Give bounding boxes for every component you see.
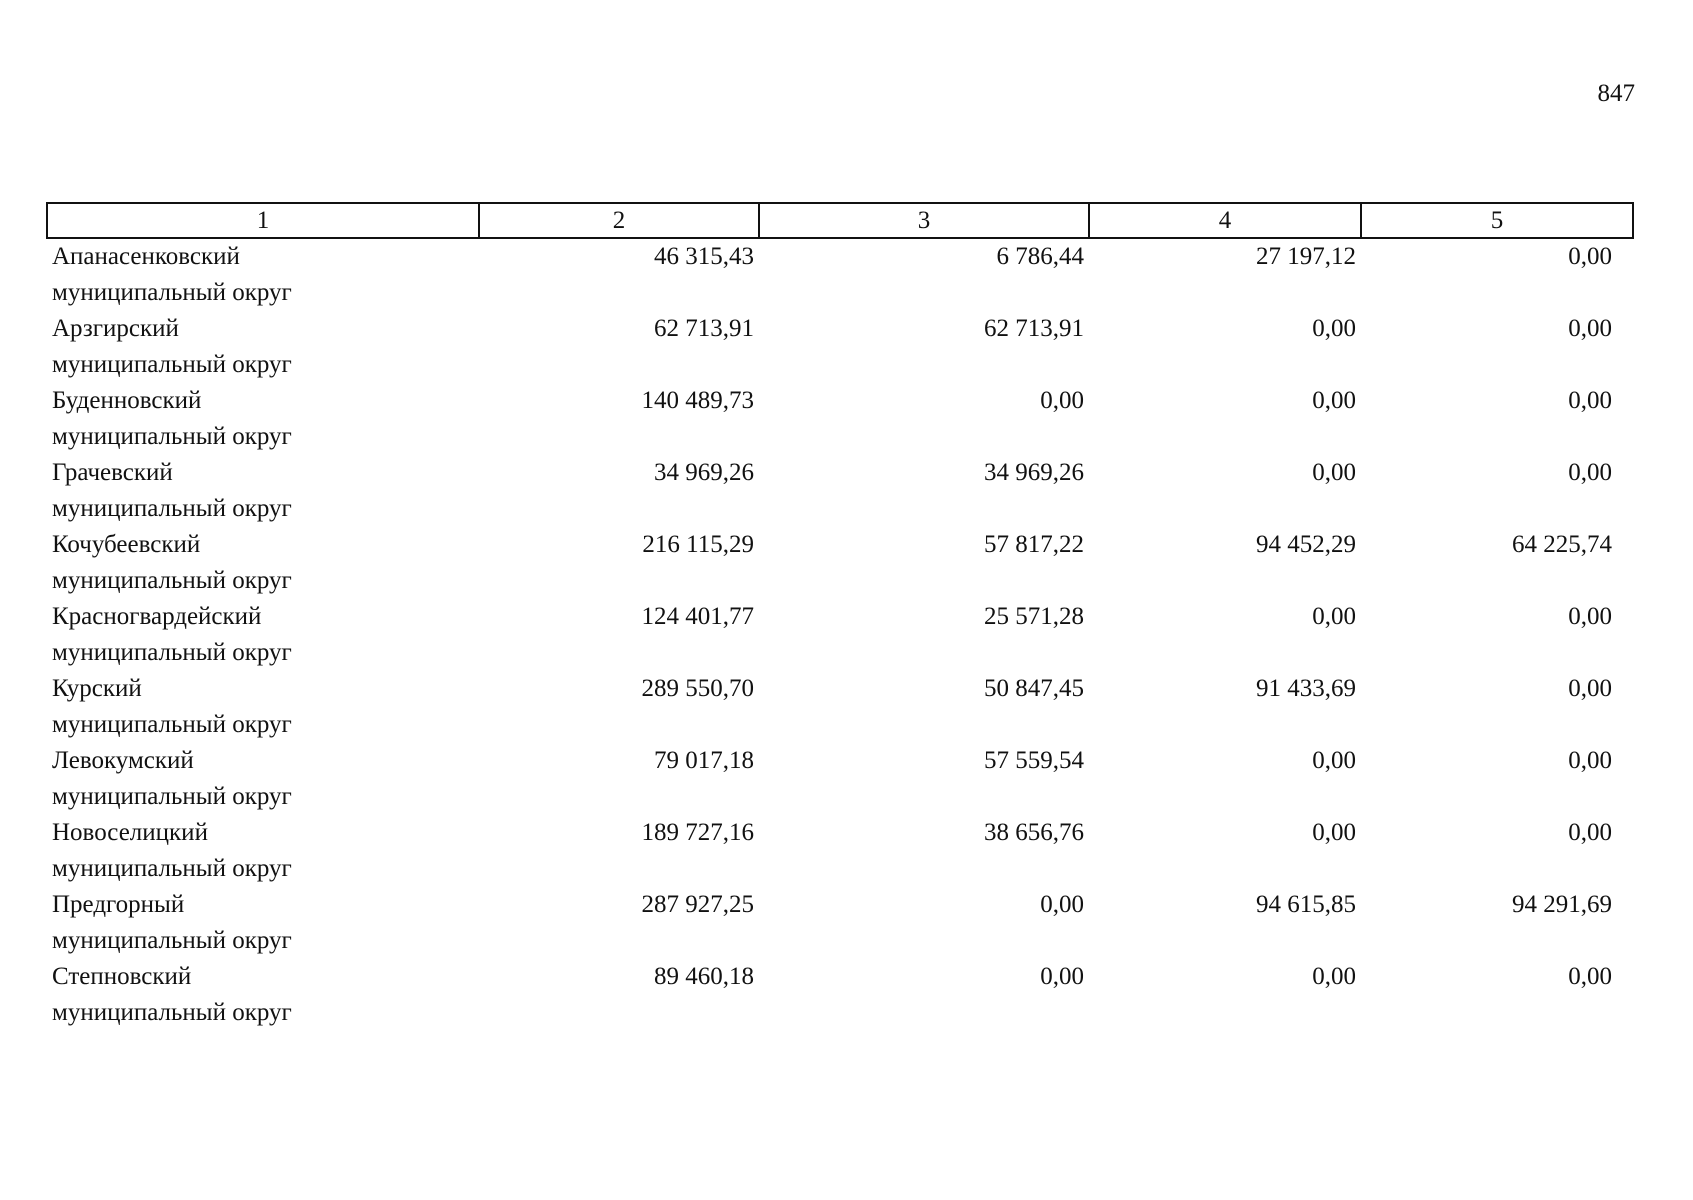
value-col-2: 89 460,18: [654, 963, 754, 990]
district-type: муниципальный округ: [52, 927, 292, 954]
district-name: Курский: [52, 675, 142, 702]
value-col-4: 0,00: [1312, 963, 1356, 990]
value-col-4: 27 197,12: [1256, 243, 1356, 270]
value-col-5: 0,00: [1568, 747, 1612, 774]
district-name: Предгорный: [52, 891, 185, 918]
value-col-4: 94 615,85: [1256, 891, 1356, 918]
value-col-5: 0,00: [1568, 819, 1612, 846]
district-type: муниципальный округ: [52, 639, 292, 666]
district-name: Арзгирский: [52, 315, 179, 342]
district-name-cell: [47, 815, 479, 887]
value-col-5: 94 291,69: [1512, 891, 1612, 918]
value-col-5: 0,00: [1568, 675, 1612, 702]
value-col-3: 62 713,91: [984, 315, 1084, 342]
value-col-5: 0,00: [1568, 459, 1612, 486]
table-row: [47, 815, 1633, 887]
table-row: [47, 887, 1633, 959]
value-col-4: 0,00: [1312, 459, 1356, 486]
value-col-2: 124 401,77: [641, 603, 754, 630]
value-col-5: 0,00: [1568, 387, 1612, 414]
district-type: муниципальный округ: [52, 855, 292, 882]
value-col-3: 0,00: [1040, 387, 1084, 414]
page-number: 847: [1597, 80, 1635, 107]
district-type: муниципальный округ: [52, 423, 292, 450]
district-name: Апанасенковский: [52, 243, 240, 270]
district-name-cell: [47, 959, 479, 1031]
value-col-3: 0,00: [1040, 891, 1084, 918]
value-col-2: 79 017,18: [654, 747, 754, 774]
table-body: [47, 238, 1633, 1031]
table-row: [47, 959, 1633, 1031]
table-row: [47, 599, 1633, 671]
value-col-4: 0,00: [1312, 387, 1356, 414]
table-row: [47, 311, 1633, 383]
table-row: [47, 743, 1633, 815]
value-col-2: 140 489,73: [641, 387, 754, 414]
district-type: муниципальный округ: [52, 279, 292, 306]
value-col-3: 6 786,44: [996, 243, 1084, 270]
column-header-1: 1: [47, 203, 479, 238]
value-col-5: 64 225,74: [1512, 531, 1612, 558]
table-row: [47, 238, 1633, 311]
column-header-3: 3: [759, 203, 1089, 238]
district-name-cell: [47, 311, 479, 383]
value-col-2: 62 713,91: [654, 315, 754, 342]
value-col-2: 34 969,26: [654, 459, 754, 486]
district-name: Буденновский: [52, 387, 202, 414]
value-col-3: 57 559,54: [984, 747, 1084, 774]
district-name: Левокумский: [52, 747, 194, 774]
value-col-2: 46 315,43: [654, 243, 754, 270]
header-row: [47, 203, 1633, 238]
value-col-4: 94 452,29: [1256, 531, 1356, 558]
value-col-2: 289 550,70: [641, 675, 754, 702]
district-name-cell: [47, 527, 479, 599]
district-name-cell: [47, 743, 479, 815]
district-name: Красногвардейский: [52, 603, 262, 630]
table-row: [47, 383, 1633, 455]
column-header-2: 2: [479, 203, 759, 238]
district-name: Степновский: [52, 963, 192, 990]
district-type: муниципальный округ: [52, 999, 292, 1026]
value-col-3: 0,00: [1040, 963, 1084, 990]
value-col-4: 0,00: [1312, 819, 1356, 846]
value-col-4: 0,00: [1312, 315, 1356, 342]
district-name: Кочубеевский: [52, 531, 201, 558]
district-name: Новоселицкий: [52, 819, 208, 846]
district-name: Грачевский: [52, 459, 173, 486]
district-name-cell: [47, 383, 479, 455]
value-col-5: 0,00: [1568, 963, 1612, 990]
district-name-cell: [47, 238, 479, 311]
district-name-cell: [47, 455, 479, 527]
value-col-3: 38 656,76: [984, 819, 1084, 846]
value-col-2: 189 727,16: [641, 819, 754, 846]
district-type: муниципальный округ: [52, 567, 292, 594]
value-col-4: 0,00: [1312, 747, 1356, 774]
data-table: [46, 202, 1634, 1031]
value-col-5: 0,00: [1568, 243, 1612, 270]
district-type: муниципальный округ: [52, 783, 292, 810]
table-row: [47, 527, 1633, 599]
district-name-cell: [47, 887, 479, 959]
district-name-cell: [47, 599, 479, 671]
value-col-3: 34 969,26: [984, 459, 1084, 486]
value-col-3: 57 817,22: [984, 531, 1084, 558]
value-col-3: 25 571,28: [984, 603, 1084, 630]
value-col-2: 287 927,25: [641, 891, 754, 918]
value-col-2: 216 115,29: [642, 531, 754, 558]
value-col-5: 0,00: [1568, 315, 1612, 342]
district-type: муниципальный округ: [52, 351, 292, 378]
table-row: [47, 455, 1633, 527]
value-col-5: 0,00: [1568, 603, 1612, 630]
column-header-5: 5: [1361, 203, 1633, 238]
value-col-4: 0,00: [1312, 603, 1356, 630]
value-col-3: 50 847,45: [984, 675, 1084, 702]
table-header: [47, 203, 1633, 238]
table-row: [47, 671, 1633, 743]
district-name-cell: [47, 671, 479, 743]
district-type: муниципальный округ: [52, 495, 292, 522]
district-type: муниципальный округ: [52, 711, 292, 738]
column-header-4: 4: [1089, 203, 1361, 238]
value-col-4: 91 433,69: [1256, 675, 1356, 702]
